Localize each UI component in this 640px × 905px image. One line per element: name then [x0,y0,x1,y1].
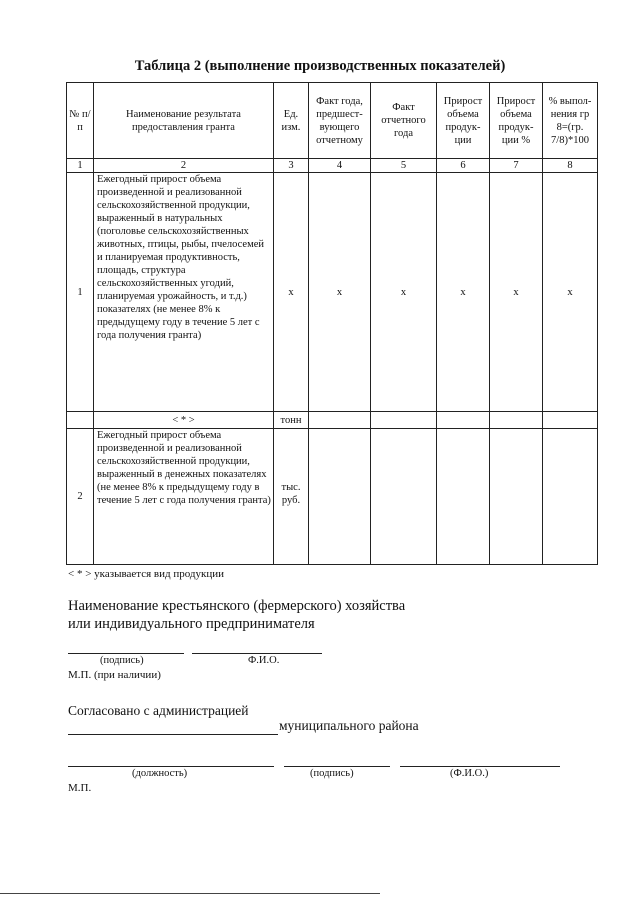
row-num: 1 [67,173,94,412]
page-footer-line [0,893,380,894]
col-number: 6 [437,159,490,173]
header-num: № п/п [67,83,94,159]
header-name: Наименование результата предоставления гранта [94,83,274,159]
col-number: 4 [309,159,371,173]
row-name: < * > [94,412,274,429]
row-cell [490,412,543,429]
header-increase-pct: Прирост объема продук-ции % [490,83,543,159]
administration-line [68,734,278,735]
table-row [67,173,598,412]
district-label: муниципального района [279,718,419,733]
agreed-label: Согласовано с администрацией [68,703,249,718]
row-cell [371,429,437,565]
org-name-line2: или индивидуального предпринимателя [68,616,315,632]
col-number: 8 [543,159,598,173]
fio-line [192,653,322,654]
table-row [67,412,598,429]
row-cell [371,412,437,429]
row-cell [543,412,598,429]
sig2-sign-caption: (подпись) [310,768,354,779]
row-cell [309,429,371,565]
col-number: 3 [274,159,309,173]
footnote: < * > указывается вид продукции [68,568,224,580]
sig1-sign-caption: (подпись) [100,655,144,666]
row-unit: тонн [274,412,309,429]
signature-line [68,653,184,654]
row-cell: х [490,173,543,412]
col-number: 5 [371,159,437,173]
org-name-line1: Наименование крестьянского (фермерского) хозяйства [68,598,406,614]
sig2-position-caption: (должность) [132,768,188,779]
row-cell [309,412,371,429]
row-cell: х [543,173,598,412]
col-number: 2 [94,159,274,173]
header-fact: Факт отчетного года [371,83,437,159]
row-cell [437,429,490,565]
row-num: 2 [67,429,94,565]
row-cell [543,429,598,565]
header-completion: % выпол-нения гр 8=(гр. 7/8)*100 [543,83,598,159]
mp-if-available: М.П. (при наличии) [68,669,161,681]
row-cell: х [371,173,437,412]
performance-table [66,82,598,565]
table-title: Таблица 2 (выполнение производственных показателей) [134,58,506,74]
header-row [67,83,598,159]
header-increase: Прирост объема продук-ции [437,83,490,159]
sig1-fio-caption: Ф.И.О. [248,655,280,666]
row-cell: х [437,173,490,412]
row-cell [490,429,543,565]
sig2-fio-caption: (Ф.И.О.) [450,768,489,779]
row-cell: х [309,173,371,412]
header-unit: Ед. изм. [274,83,309,159]
position-line [68,766,274,767]
header-prev-year: Факт года, предшест-вующего отчетному [309,83,371,159]
row-name: Ежегодный прирост объема произведенной и реализованной сельскохозяйственной продукции, выраженный в денежных показателях (не менее 8% к предыдущему году в течение 5 лет с года получения гранта) [94,429,274,565]
row-cell [437,412,490,429]
row-name: Ежегодный прирост объема произведенной и реализованной сельскохозяйственной продукции, выраженный в натуральных (поголовье сельскохозяйственных животных, птицы, рыбы, пчелосемей и планируемая продуктивность, площадь, структура сельскохозяйственных угодий, планируемая урожайность, и т.д.) показателях (не менее 8% к предыдущему году в течение 5 лет с года получения гранта) [94,173,274,412]
signature-line [284,766,390,767]
col-number: 7 [490,159,543,173]
row-unit: х [274,173,309,412]
row-unit: тыс. руб. [274,429,309,565]
column-numbers-row [67,159,598,173]
mp-label: М.П. [68,782,92,794]
row-num [67,412,94,429]
org-name-label [68,597,405,633]
fio-line [400,766,560,767]
table-row [67,429,598,565]
col-number: 1 [67,159,94,173]
